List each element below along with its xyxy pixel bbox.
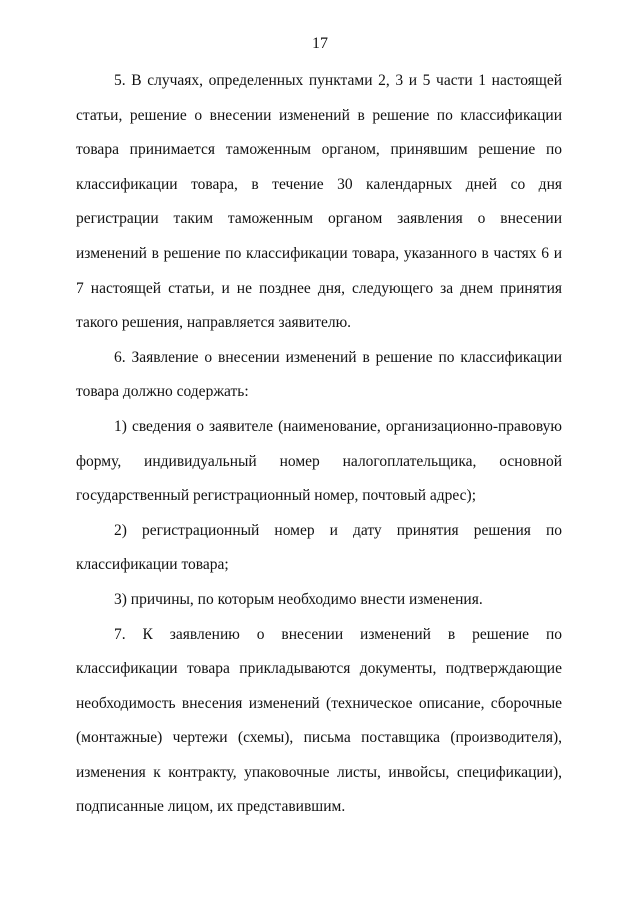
page-number: 17 [312,35,328,52]
list-item-3: 3) причины, по которым необходимо внести изменения. [114,590,483,608]
paragraph-7: 7. К заявлению о внесении изменений в решение по классификации товара прикладываются документы, подтверждающие необходимость внесения изменений (техническое описание, сборочные (монтажные) чертежи (схемы), письма поставщика (производителя), изменения к контракту, упаковочные листы, инвойсы, спецификации), подписанные лицом, их представившим. [76,625,562,816]
paragraph-5: 5. В случаях, определенных пунктами 2, 3 и 5 части 1 настоящей статьи, решение о внесении изменений в решение по классификации товара принимается таможенным органом, принявшим решение по классификации товара, в течение 30 календарных дней со дня регистрации таким таможенным органом заявления о внесении изменений в решение по классификации товара, указанного в частях 6 и 7 настоящей статьи, и не позднее дня, следующего за днем принятия такого решения, направляется заявителю. [76,72,562,332]
document-body [76,64,562,825]
paragraph-6: 6. Заявление о внесении изменений в решение по классификации товара должно содержать: [76,348,562,401]
list-item-2: 2) регистрационный номер и дату принятия решения по классификации товара; [76,521,562,574]
list-item-1: 1) сведения о заявителе (наименование, организационно-правовую форму, индивидуальный номер налогоплательщика, основной государственный регистрационный номер, почтовый адрес); [76,417,562,505]
